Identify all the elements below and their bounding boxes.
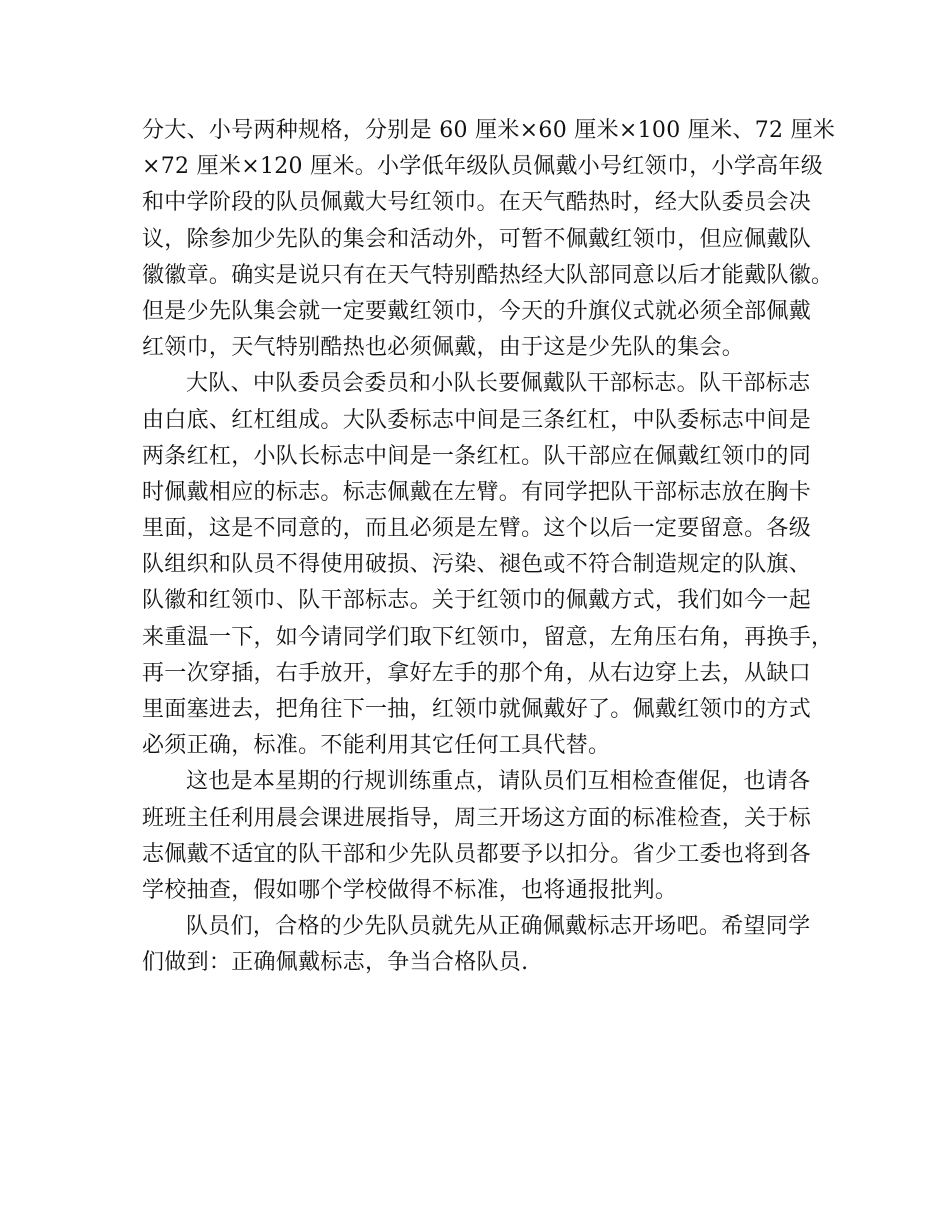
text-line: 再一次穿插，右手放开，拿好左手的那个角，从右边穿上去，从缺口 xyxy=(142,660,812,686)
text-line: 班班主任利用晨会课进展指导，周三开场这方面的标准检查，关于标 xyxy=(142,805,812,831)
paragraph xyxy=(142,909,814,981)
paragraph xyxy=(142,764,814,909)
text-line: ×72 厘米×120 厘米。小学低年级队员佩戴小号红领巾，小学高年级 xyxy=(142,154,824,180)
text-line: 学校抽查，假如哪个学校做得不标准，也将通报批判。 xyxy=(142,877,678,903)
text-line: 里面，这是不同意的，而且必须是左臂。这个以后一定要留意。各级 xyxy=(142,516,812,542)
text-line: 们做到：正确佩戴标志，争当合格队员. xyxy=(142,950,529,976)
text-line: 徽徽章。确实是说只有在天气特别酷热经大队部同意以后才能戴队徽。 xyxy=(142,262,834,288)
text-line: 由白底、红杠组成。大队委标志中间是三条红杠，中队委标志中间是 xyxy=(142,407,812,433)
text-line: 时佩戴相应的标志。标志佩戴在左臂。有同学把队干部标志放在胸卡 xyxy=(142,479,812,505)
text-line: 和中学阶段的队员佩戴大号红领巾。在天气酷热时，经大队委员会决 xyxy=(142,190,812,216)
text-line: 必须正确，标准。不能利用其它任何工具代替。 xyxy=(142,733,611,759)
paragraph xyxy=(142,366,834,764)
text-line: 大队、中队委员会委员和小队长要佩戴队干部标志。队干部标志 xyxy=(186,371,811,397)
text-line: 队员们，合格的少先队员就先从正确佩戴标志开场吧。希望同学 xyxy=(186,914,811,940)
text-line: 这也是本星期的行规训练重点，请队员们互相检查催促，也请各 xyxy=(186,769,811,795)
text-line: 志佩戴不适宜的队干部和少先队员都要予以扣分。省少工委也将到各 xyxy=(142,841,812,867)
text-line: 议，除参加少先队的集会和活动外，可暂不佩戴红领巾，但应佩戴队 xyxy=(142,226,812,252)
text-line: 队徽和红领巾、队干部标志。关于红领巾的佩戴方式，我们如今一起 xyxy=(142,588,812,614)
text-line: 两条红杠，小队长标志中间是一条红杠。队干部应在佩戴红领巾的同 xyxy=(142,443,812,469)
text-line: 分大、小号两种规格，分别是 60 厘米×60 厘米×100 厘米、72 厘米 xyxy=(142,118,836,143)
document-body xyxy=(142,113,836,982)
text-line: 来重温一下，如今请同学们取下红领巾，留意，左角压右角，再换手， xyxy=(142,624,834,650)
text-line: 队组织和队员不得使用破损、污染、褪色或不符合制造规定的队旗、 xyxy=(142,552,812,578)
text-line: 红领巾，天气特别酷热也必须佩戴，由于这是少先队的集会。 xyxy=(142,335,745,361)
text-line: 但是少先队集会就一定要戴红领巾，今天的升旗仪式就必须全部佩戴 xyxy=(142,298,812,324)
paragraph xyxy=(142,113,836,366)
text-line: 里面塞进去，把角往下一抽，红领巾就佩戴好了。佩戴红领巾的方式 xyxy=(142,697,812,722)
